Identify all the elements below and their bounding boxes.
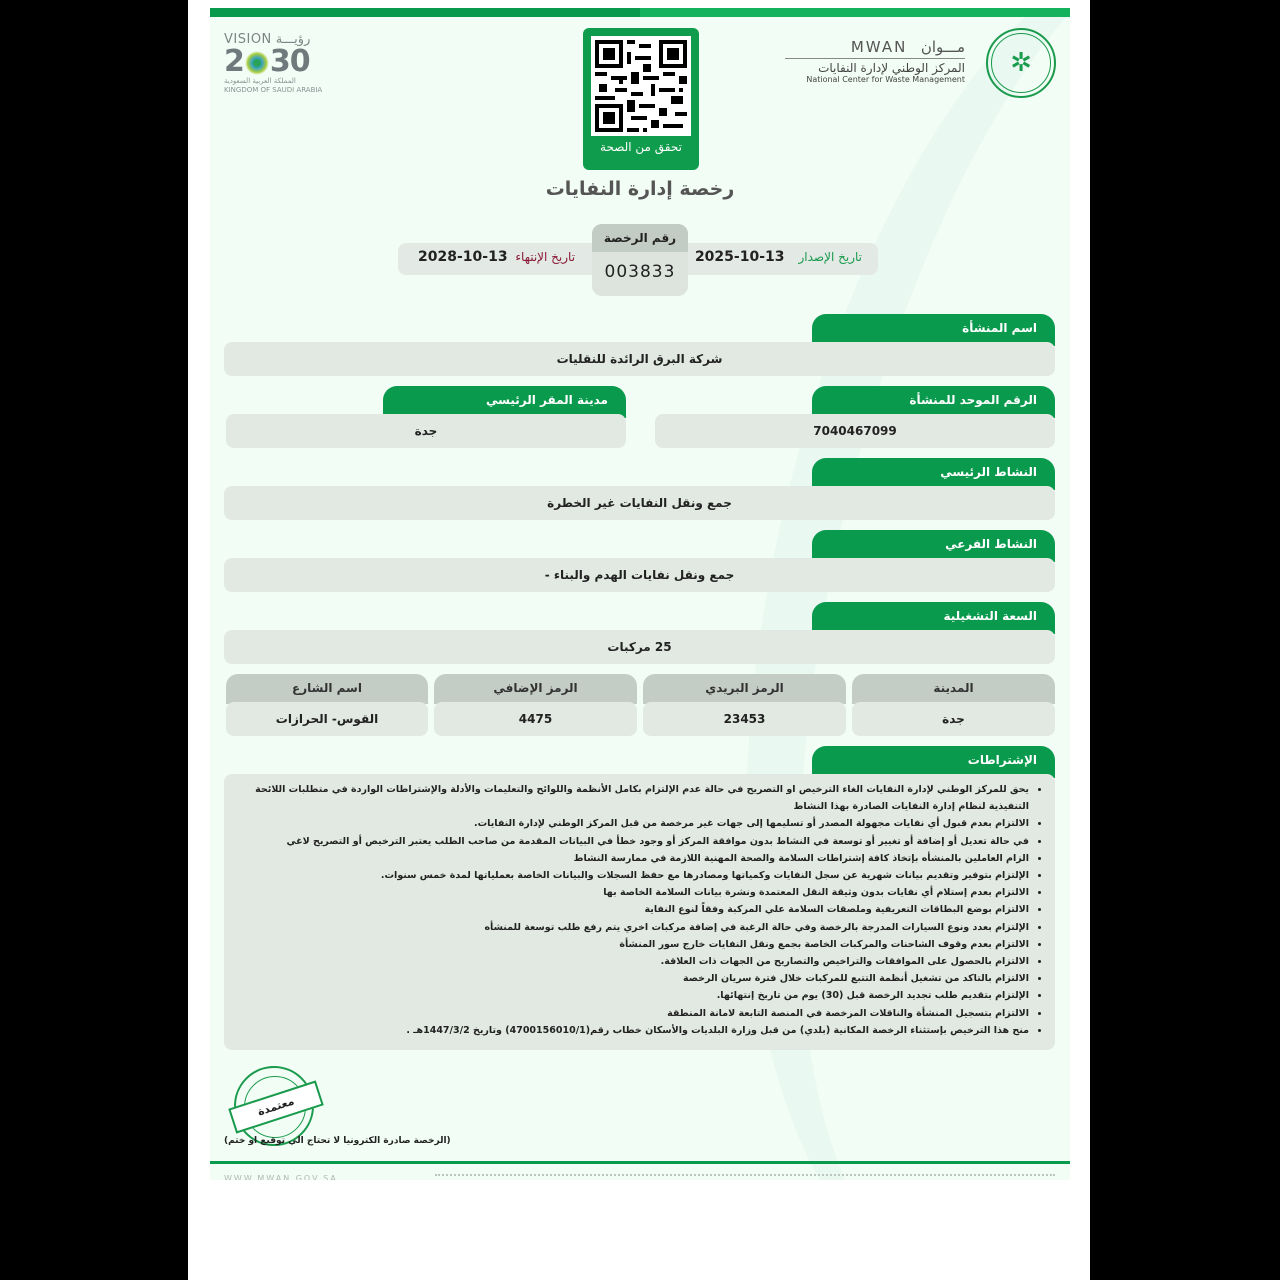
footer-website[interactable]: WWW.MWAN.GOV.SA: [224, 1174, 338, 1180]
mwan-english-name: National Center for Waste Management: [806, 75, 965, 84]
address-city-value: جدة: [852, 702, 1055, 736]
term-item: • الالتزام بتسجيل المنشأة والناقلات المرخصة في المنصة التابعة لامانة المنطقة: [234, 1005, 1029, 1022]
footer-text-cropped: [435, 1174, 1055, 1180]
capacity-value: 25 مركبات: [224, 630, 1055, 664]
term-item: • الإلتزام بتقديم طلب تجديد الرخصة قبل (30) يوم من تاريخ إنتهائها.: [234, 987, 1029, 1004]
issue-date-value: 13-10-2025: [694, 249, 785, 265]
additional-code-label: الرمز الإضافي: [434, 674, 637, 704]
postal-code-label: الرمز البريدي: [643, 674, 846, 704]
hq-city-value: جدة: [226, 414, 626, 448]
top-accent-bar: [210, 8, 1070, 17]
facility-name-label: اسم المنشأة: [812, 314, 1055, 346]
license-sheet: [210, 8, 1070, 1180]
term-item: • الالتزام بوضع البطاقات التعريفية وملصقات السلامة علي المركبة وفقاً لنوع النفاية: [234, 901, 1029, 918]
issue-date-label: تاريخ الإصدار: [798, 250, 862, 264]
term-item: • الالتزام بالحصول على الموافقات والتراخيص والتصاريح من الجهات ذات العلاقة.: [234, 953, 1029, 970]
issue-date: [695, 249, 862, 265]
mwan-arabic-name: المركز الوطني لإدارة النفايات: [818, 61, 965, 75]
term-item: • الإلتزام بتوفير وتقديم بيانات شهرية عن سجل النفايات وكمياتها ومصادرها مع حفظ السجلات والبيانات الخاصة بعملياتها لمدة خمس سنوات.: [234, 867, 1029, 884]
vision-latin: VISION: [224, 32, 272, 47]
term-item: • الإلتزام بعدد ونوع السيارات المدرجة بالرخصة وفي حالة الرغبة في إضافة مركبات اخري يتم رفع طلب توسعة للمنشأه: [234, 919, 1029, 936]
street-name-label: اسم الشارع: [226, 674, 428, 704]
vision-emblem-icon: [245, 51, 269, 75]
vision-year-right: 30: [269, 44, 310, 79]
term-item: • الالتزام بعدم قبول أي نفايات مجهولة المصدر أو تسليمها إلى جهات غير مرخصة من قبل المركز الوطني لإدارة النفايات.: [234, 815, 1029, 832]
vision-year-left: 2: [224, 44, 244, 79]
additional-code-value: 4475: [434, 702, 637, 736]
expiry-date-label: تاريخ الإنتهاء: [515, 250, 576, 264]
license-page: [188, 0, 1090, 1280]
term-item: • الالتزام بعدم إستلام أي نفايات بدون وثيقة النقل المعتمدة ونشرة بيانات السلامة الخاصة بها: [234, 884, 1029, 901]
qr-verify-box[interactable]: [583, 28, 699, 170]
terms-label: الإشتراطات: [812, 746, 1055, 778]
expiry-date-value: 13-10-2028: [418, 249, 508, 265]
mwan-logo: [785, 38, 965, 84]
facility-name-value: شركة البرق الرائدة للنقليات: [224, 342, 1055, 376]
vision-kingdom-ar: المملكة العربية السعودية: [224, 77, 296, 85]
sub-activity-label: النشاط الفرعي: [812, 530, 1055, 562]
mwan-latin: MWAN: [850, 38, 908, 56]
term-item: • منح هذا الترخيص بإستثناء الرخصة المكانية (بلدي) من قبل وزارة البلديات والأسكان خطاب رقم(4700156010/1) وتاريخ 1447/3/2هـ .: [234, 1022, 1029, 1039]
sub-activity-value: جمع ونقل نفايات الهدم والبناء -: [224, 558, 1055, 592]
term-item: • في حالة تعديل أو إضافة أو تغيير أو توسعة في النشاط بدون موافقة المركز أو وجود خطأ في البيانات المقدمة من صاحب الطلب يعتبر الترخيص أو التصريح لاغي: [234, 833, 1029, 850]
stamp-label: معتمدة: [228, 1080, 324, 1133]
vision-2030-logo: [224, 32, 334, 106]
term-item: • الالتزام بعدم وقوف الشاحنات والمركبات الخاصة بجمع ونقل النفايات خارج سور المنشأة: [234, 936, 1029, 953]
unified-number-value: 7040467099: [655, 414, 1055, 448]
term-item: • الالتزام بالتاكد من تشغيل أنظمة التتبع للمركبات خلال فترة سريان الرخصة: [234, 970, 1029, 987]
terms-list: [224, 774, 1055, 1050]
expiry-date: [418, 249, 575, 265]
electronic-note: (الرخصة صادرة الكترونيا لا تحتاج الي توقيع او ختم): [224, 1136, 451, 1146]
main-activity-value: جمع ونقل النفايات غير الخطرة: [224, 486, 1055, 520]
street-name-value: القوس- الحرازات: [226, 702, 428, 736]
verify-label: تحقق من الصحة: [600, 140, 682, 154]
vision-arabic: رؤيـــة: [275, 32, 311, 47]
qr-code-icon[interactable]: [591, 36, 691, 136]
capacity-label: السعة التشغيلية: [812, 602, 1055, 634]
unified-number-label: الرقم الموحد للمنشأة: [812, 386, 1055, 418]
term-item: • يحق للمركز الوطني لإدارة النفايات الغاء الترخيص او التصريح في حالة عدم الإلتزام بكامل الأنظمة واللوائح والتعليمات والأدلة والإشتراطات الواردة في متطلبات اللائحة التنفيذية لنظام إدارة النفايات الصادرة بهذا النشاط: [234, 781, 1029, 815]
address-city-label: المدينة: [852, 674, 1055, 704]
hq-city-label: مدينة المقر الرئيسي: [383, 386, 626, 418]
main-activity-label: النشاط الرئيسي: [812, 458, 1055, 490]
approved-stamp-icon: [234, 1066, 314, 1146]
page-title: رخصة إدارة النفايات: [545, 178, 735, 200]
mwan-arabic: مـــوان: [920, 38, 965, 56]
bottom-accent-bar: [210, 1161, 1070, 1164]
license-number-box: [592, 224, 688, 296]
vision-kingdom-en: KINGDOM OF SAUDI ARABIA: [224, 86, 323, 94]
term-item: • الزام العاملين بالمنشأه بإتخاذ كافة إشتراطات السلامة والصحة المهنية اللازمة في ممارسة النشاط: [234, 850, 1029, 867]
license-number-value: 003833: [604, 262, 676, 282]
license-number-label: رقم الرخصة: [592, 224, 688, 252]
postal-code-value: 23453: [643, 702, 846, 736]
saudi-emblem-icon: ✲: [986, 28, 1056, 98]
